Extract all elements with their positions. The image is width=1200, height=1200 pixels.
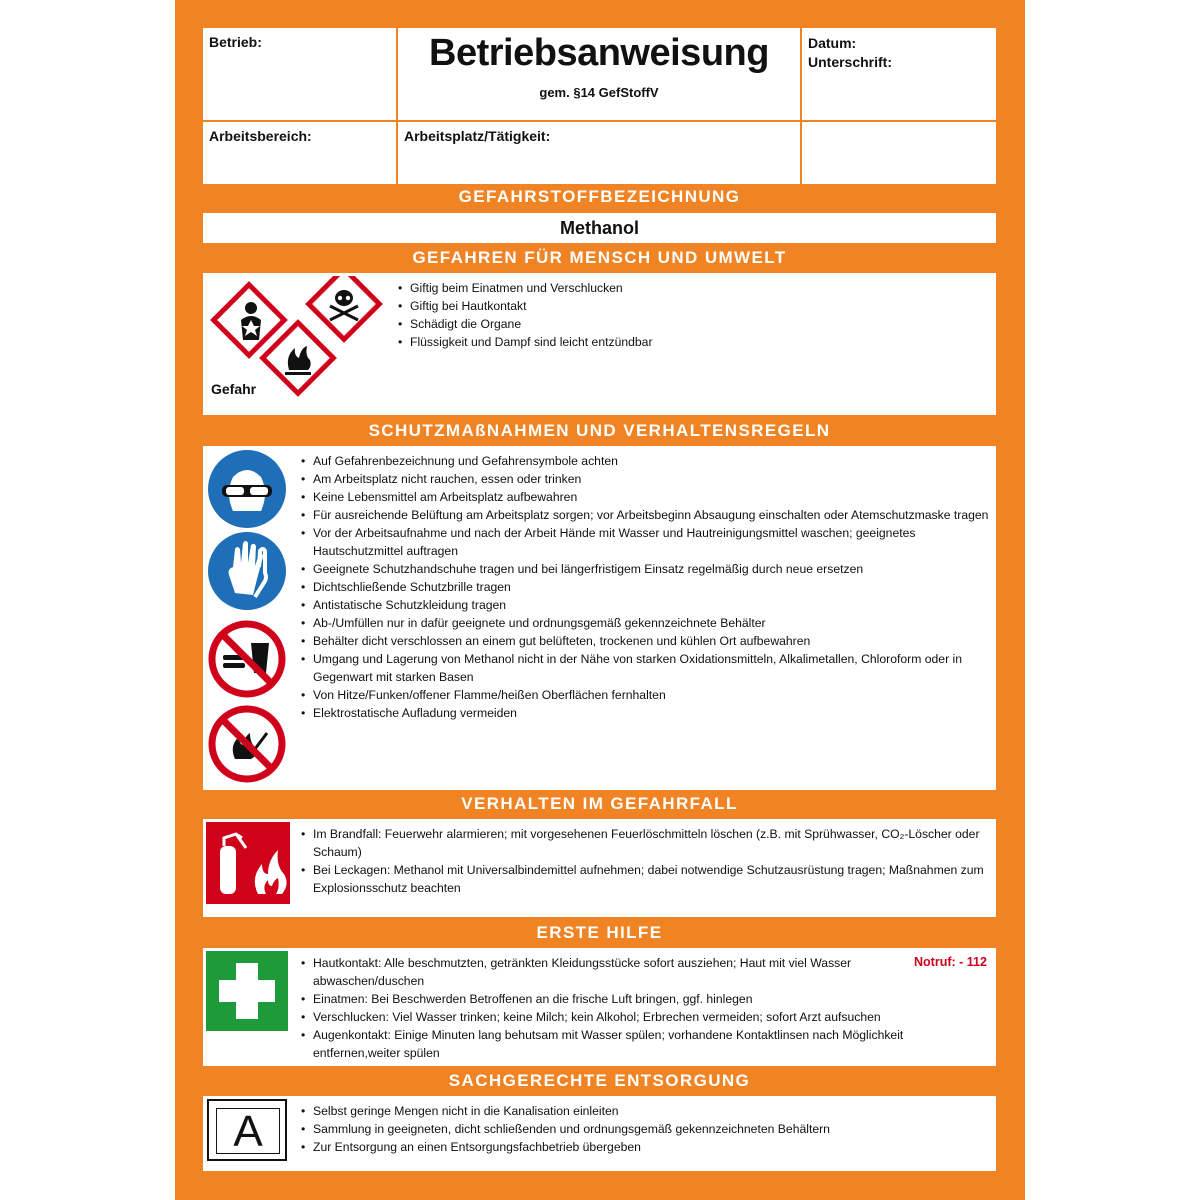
- list-item: • Bei Leckagen: Methanol mit Universalbindemittel aufnehmen; dabei notwendige Schutzausrüstung tragen; Maßnahmen zum Explosionsschutz beachten: [299, 861, 991, 897]
- arbeitsplatz-label: Arbeitsplatz/Tätigkeit:: [404, 128, 551, 144]
- list-item: • Am Arbeitsplatz nicht rauchen, essen oder trinken: [299, 470, 991, 488]
- list-item: • Behälter dicht verschlossen an einem gut belüfteten, trockenen und kühlen Ort aufbewahren: [299, 632, 991, 650]
- emergency-list: [299, 825, 991, 897]
- section-heading-emergency: VERHALTEN IM GEFAHRFALL: [461, 794, 738, 813]
- first-aid-list: [299, 954, 909, 1062]
- disposal-letter: A: [216, 1108, 280, 1154]
- emergency-number: Notruf: - 112: [914, 955, 987, 969]
- title-block: [398, 28, 800, 120]
- list-item: • Ab-/Umfüllen nur in dafür geeignete und ordnungsgemäß gekennzeichnete Behälter: [299, 614, 991, 632]
- list-item: • Auf Gefahrenbezeichnung und Gefahrensymbole achten: [299, 452, 991, 470]
- list-item: • Keine Lebensmittel am Arbeitsplatz aufbewahren: [299, 488, 991, 506]
- datum-label: Datum:: [808, 35, 857, 51]
- list-item: • Geeignete Schutzhandschuhe tragen und bei längerfristigem Einsatz regelmäßig durch neue ersetzen: [299, 560, 991, 578]
- list-item: • Augenkontakt: Einige Minuten lang behutsam mit Wasser spülen; vorhandene Kontaktlinsen nach Möglichkeit entfernen,weiter spülen: [299, 1026, 909, 1062]
- no-open-flame-icon: [212, 709, 282, 779]
- hazards-list: [396, 279, 986, 351]
- substance-name: Methanol: [203, 213, 996, 243]
- section-heading-substance: GEFAHRSTOFFBEZEICHNUNG: [458, 187, 741, 206]
- signal-word: Gefahr: [211, 381, 257, 397]
- list-item: • Giftig beim Einatmen und Verschlucken: [396, 279, 986, 297]
- list-item: • Antistatische Schutzkleidung tragen: [299, 596, 991, 614]
- section-heading-disposal: SACHGERECHTE ENTSORGUNG: [448, 1071, 751, 1090]
- list-item: • Hautkontakt: Alle beschmutzten, getränkten Kleidungsstücke sofort ausziehen; Haut mit viel Wasser abwaschen/duschen: [299, 954, 909, 990]
- list-item: • Für ausreichende Belüftung am Arbeitsplatz sorgen; vor Arbeitsbeginn Absaugung einschalten oder Atemschutzmaske tragen: [299, 506, 991, 524]
- page-subtitle: gem. §14 GefStoffV: [539, 85, 659, 100]
- list-item: • Elektrostatische Aufladung vermeiden: [299, 704, 991, 722]
- protection-list: [299, 452, 991, 722]
- list-item: • Dichtschließende Schutzbrille tragen: [299, 578, 991, 596]
- list-item: • Sammlung in geeigneten, dicht schließenden und ordnungsgemäß gekennzeichneten Behältern: [299, 1120, 991, 1138]
- list-item: • Verschlucken: Viel Wasser trinken; keine Milch; kein Alkohol; Erbrechen vermeiden; sofort Arzt aufsuchen: [299, 1008, 909, 1026]
- datum-field: [802, 28, 996, 120]
- first-aid-cross-icon: [206, 951, 288, 1031]
- eye-protection-icon: [208, 450, 286, 528]
- list-item: • Schädigt die Organe: [396, 315, 986, 333]
- list-item: • Vor der Arbeitsaufnahme und nach der Arbeit Hände mit Wasser und Hautreinigungsmittel waschen; geeignetes Hautschutzmittel auftragen: [299, 524, 991, 560]
- empty-field: [802, 122, 996, 184]
- disposal-category-icon: [207, 1099, 287, 1161]
- arbeitsplatz-field: [398, 122, 800, 184]
- list-item: • Giftig bei Hautkontakt: [396, 297, 986, 315]
- arbeitsbereich-field: [203, 122, 396, 184]
- unterschrift-label: Unterschrift:: [808, 54, 893, 70]
- skull-crossbones-icon: [309, 276, 380, 339]
- list-item: • Im Brandfall: Feuerwehr alarmieren; mit vorgesehenen Feuerlöschmitteln löschen (z.B. mit Sprühwasser, CO₂-Löscher oder Schaum): [299, 825, 991, 861]
- betrieb-field: [203, 28, 396, 120]
- fire-signs: [206, 822, 290, 904]
- arbeitsbereich-label: Arbeitsbereich:: [209, 128, 312, 144]
- disposal-list: [299, 1102, 991, 1156]
- list-item: • Einatmen: Bei Beschwerden Betroffenen an die frische Luft bringen, ggf. hinlegen: [299, 990, 909, 1008]
- protection-signs: [205, 449, 291, 789]
- list-item: • Selbst geringe Mengen nicht in die Kanalisation einleiten: [299, 1102, 991, 1120]
- list-item: • Umgang und Lagerung von Methanol nicht in der Nähe von starken Oxidationsmitteln, Alkalimetallen, Chloroform oder in Gegenwart mit starken Basen: [299, 650, 991, 686]
- section-heading-protection: SCHUTZMAßNAHMEN UND VERHALTENSREGELN: [368, 421, 831, 440]
- betrieb-label: Betrieb:: [209, 34, 262, 50]
- list-item: • Zur Entsorgung an einen Entsorgungsfachbetrieb übergeben: [299, 1138, 991, 1156]
- list-item: • Flüssigkeit und Dampf sind leicht entzündbar: [396, 333, 986, 351]
- gloves-icon: [208, 532, 286, 610]
- no-eating-drinking-icon: [212, 624, 282, 694]
- section-heading-hazards: GEFAHREN FÜR MENSCH UND UMWELT: [412, 248, 787, 267]
- list-item: • Von Hitze/Funken/offener Flamme/heißen Oberflächen fernhalten: [299, 686, 991, 704]
- page-title: Betriebsanweisung: [429, 32, 769, 74]
- section-heading-first-aid: ERSTE HILFE: [536, 923, 663, 942]
